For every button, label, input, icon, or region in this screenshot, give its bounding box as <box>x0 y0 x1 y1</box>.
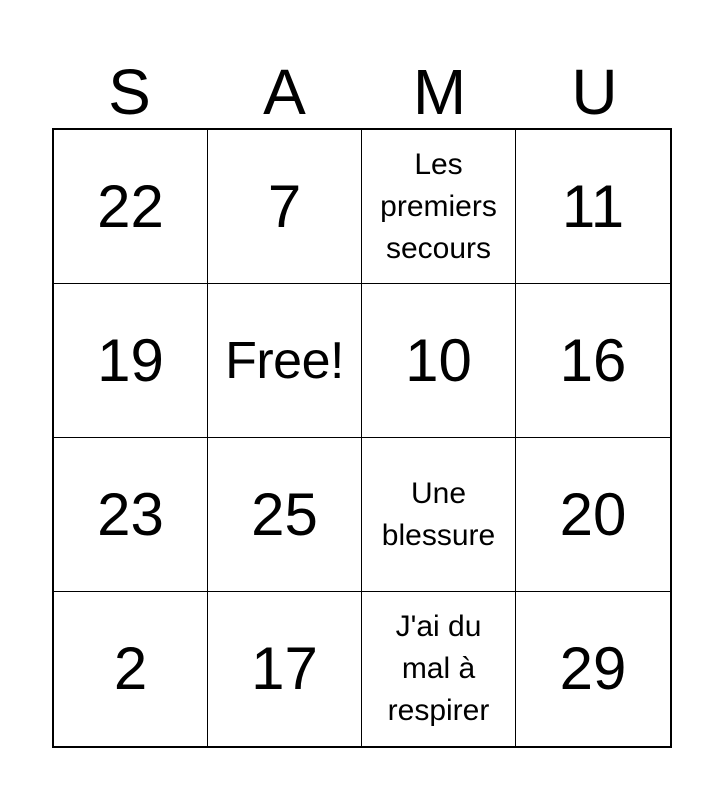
bingo-cell[interactable] <box>516 592 670 746</box>
cell-label: 19 <box>97 326 164 394</box>
bingo-cell[interactable] <box>208 592 362 746</box>
cell-label: 2 <box>113 635 148 702</box>
header-letter-s: S <box>108 56 151 128</box>
bingo-cell[interactable] <box>54 284 208 438</box>
cell-label: 17 <box>251 635 318 702</box>
cell-label: 10 <box>405 326 472 394</box>
cell-label: 11 <box>561 172 625 240</box>
bingo-cell[interactable] <box>208 130 362 284</box>
header-letter-m: M <box>412 56 467 128</box>
bingo-cell[interactable] <box>516 130 670 284</box>
cell-label: Les premiers secours <box>380 147 497 265</box>
bingo-cell[interactable] <box>54 592 208 746</box>
bingo-cell[interactable] <box>362 130 516 284</box>
bingo-cell[interactable] <box>54 438 208 592</box>
bingo-cell[interactable] <box>362 438 516 592</box>
cell-label: 29 <box>559 635 627 702</box>
cell-label: J'ai du mal à respirer <box>387 610 490 727</box>
cell-label: 22 <box>97 172 164 240</box>
header-letter-a: A <box>263 56 306 128</box>
bingo-cell[interactable] <box>362 284 516 438</box>
cell-label: 25 <box>251 480 318 548</box>
bingo-cell[interactable] <box>516 284 670 438</box>
header-letter-u: U <box>571 56 618 128</box>
bingo-board <box>52 128 672 748</box>
cell-label: 16 <box>559 326 627 394</box>
cell-label: 23 <box>97 480 164 548</box>
cell-label: Une blessure <box>381 476 496 552</box>
bingo-header <box>52 52 672 128</box>
bingo-cell[interactable] <box>516 438 670 592</box>
bingo-cell[interactable] <box>54 130 208 284</box>
cell-label: 7 <box>267 172 302 240</box>
free-space-label: Free! <box>225 331 344 390</box>
bingo-cell[interactable] <box>208 438 362 592</box>
cell-label: 20 <box>559 480 627 548</box>
free-space-cell[interactable] <box>208 284 362 438</box>
bingo-cell[interactable] <box>362 592 516 746</box>
